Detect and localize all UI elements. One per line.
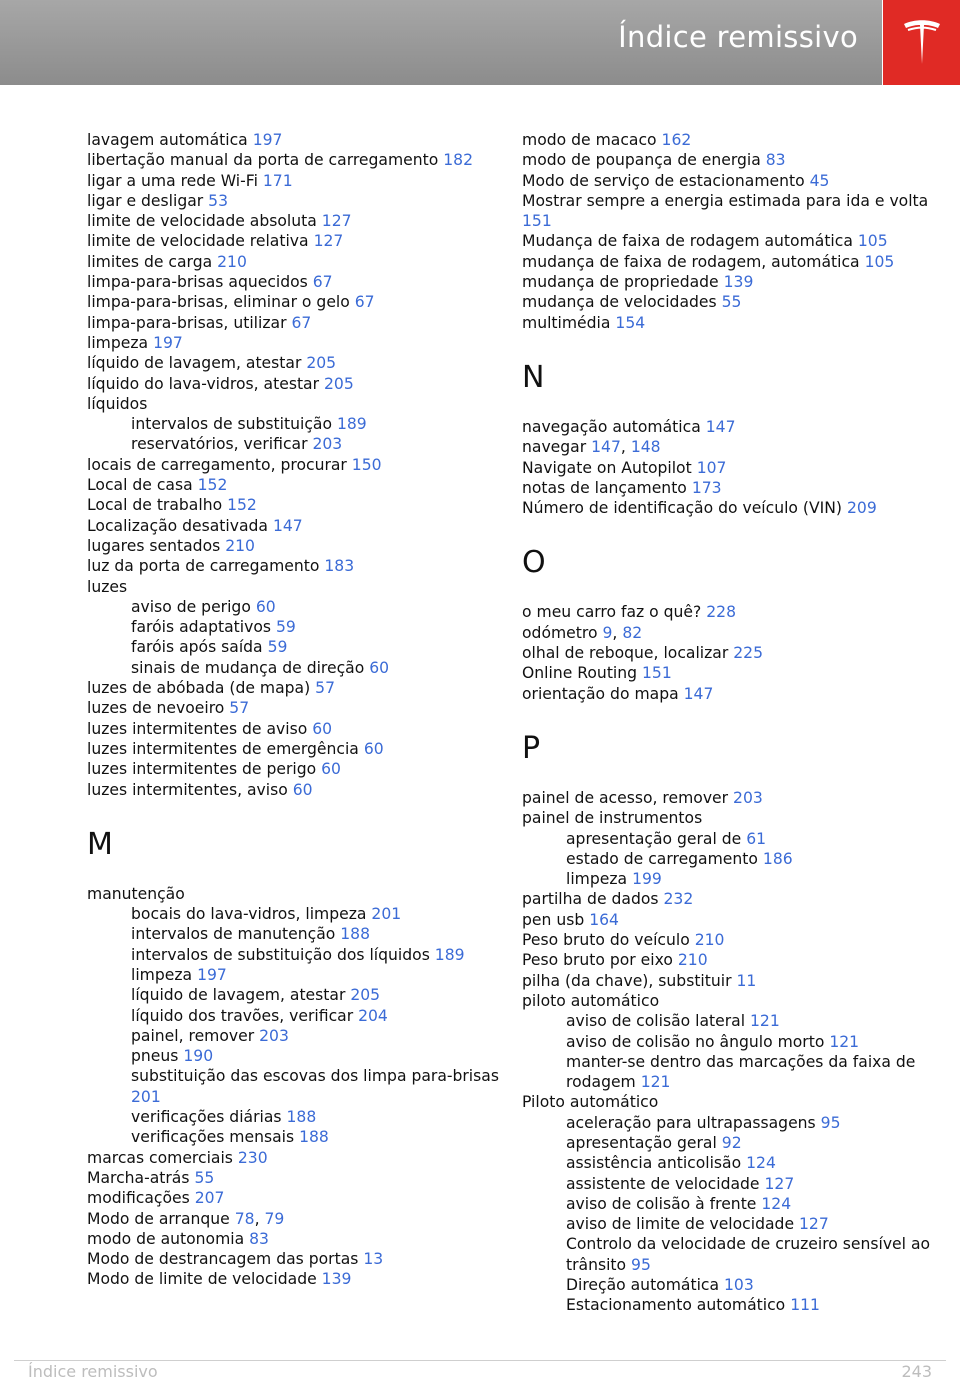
page-link[interactable]: 151 — [522, 212, 552, 231]
index-entry — [522, 910, 932, 930]
page-link[interactable]: 205 — [306, 354, 337, 373]
index-term: aceleração para ultrapassagens — [566, 1113, 816, 1132]
index-entry — [87, 1229, 517, 1249]
index-entry — [522, 889, 932, 909]
index-term: Estacionamento automático — [566, 1296, 786, 1315]
index-term: partilha de dados — [522, 890, 659, 909]
index-entry — [522, 437, 932, 457]
index-term: mudança de faixa de rodagem, automática — [522, 252, 860, 271]
index-entry — [87, 1168, 517, 1188]
page-link[interactable]: 230 — [237, 1148, 268, 1167]
page-link[interactable]: 210 — [694, 931, 725, 950]
index-term: lavagem automática — [87, 131, 248, 149]
index-entry — [87, 698, 517, 718]
page-link[interactable]: 182 — [443, 151, 473, 170]
page-link[interactable]: 210 — [677, 951, 708, 970]
index-entry — [87, 516, 517, 536]
index-term: aviso de perigo — [131, 597, 251, 616]
index-term: Modo de serviço de estacionamento — [522, 171, 805, 190]
page-link[interactable]: 203 — [259, 1026, 289, 1045]
page-link[interactable]: 197 — [252, 131, 283, 149]
index-entry — [87, 1269, 517, 1289]
page-link[interactable]: 105 — [864, 252, 895, 271]
index-entry — [522, 991, 932, 1011]
index-entry — [522, 643, 932, 663]
index-entry — [87, 759, 517, 779]
footer-section-label: Índice remissivo — [28, 1362, 158, 1381]
index-term: navegação automática — [522, 417, 701, 436]
page-link[interactable]: 127 — [321, 212, 352, 231]
index-subentry — [87, 637, 517, 657]
index-entry — [522, 930, 932, 950]
page-link[interactable]: 67 — [291, 313, 312, 332]
index-term: multimédia — [522, 313, 611, 332]
page-link[interactable]: 225 — [733, 644, 763, 663]
page-link[interactable]: 228 — [706, 603, 737, 622]
page-link[interactable]: 173 — [691, 478, 722, 497]
index-subentry — [87, 945, 517, 965]
page-link[interactable]: 67 — [312, 273, 333, 292]
index-subentry — [87, 985, 517, 1005]
index-term: faróis após saída — [131, 638, 263, 657]
page-link[interactable]: 188 — [340, 925, 371, 944]
index-subentry — [87, 414, 517, 434]
page-link[interactable]: 57 — [229, 699, 250, 718]
index-term: Piloto automático — [522, 1093, 659, 1112]
index-term: limite de velocidade absoluta — [87, 212, 317, 231]
page-link[interactable]: 154 — [615, 313, 646, 332]
index-entry — [522, 171, 932, 191]
footer-page-number: 243 — [901, 1362, 932, 1381]
index-term: notas de lançamento — [522, 478, 687, 497]
index-entry — [87, 1209, 517, 1229]
index-entry — [522, 950, 932, 970]
index-term: pen usb — [522, 910, 585, 929]
page-link[interactable]: 199 — [632, 870, 662, 889]
index-term: navegar — [522, 438, 587, 457]
page-link[interactable]: 105 — [857, 232, 888, 251]
tesla-logo-icon — [902, 18, 942, 66]
index-term: painel de acesso, remover — [522, 788, 729, 807]
page-link[interactable]: 205 — [350, 986, 381, 1005]
index-term: luzes de nevoeiro — [87, 699, 225, 718]
page-link[interactable]: 95 — [631, 1255, 651, 1274]
index-term: assistente de velocidade — [566, 1174, 760, 1193]
index-term: orientação do mapa — [522, 684, 679, 703]
index-entry — [522, 252, 932, 272]
index-subentry — [522, 1052, 932, 1093]
page-separator: , — [254, 1209, 260, 1228]
index-term: limpeza — [131, 965, 193, 984]
index-term: Online Routing — [522, 664, 638, 683]
index-entry — [522, 417, 932, 437]
index-term: Modo de destrancagem das portas — [87, 1250, 359, 1269]
index-entry — [87, 191, 517, 211]
index-subentry — [522, 1214, 932, 1234]
index-entry — [522, 498, 932, 518]
page-separator: , — [620, 438, 626, 457]
index-entry — [522, 1092, 932, 1112]
index-term: painel, remover — [131, 1026, 255, 1045]
index-term: substituição das escovas dos limpa para-brisas — [131, 1067, 499, 1086]
index-subentry — [87, 1046, 517, 1066]
index-term: libertação manual da porta de carregamento — [87, 151, 439, 170]
page-link[interactable]: 152 — [197, 476, 228, 495]
page-link[interactable]: 151 — [642, 664, 672, 683]
page-link[interactable]: 188 — [286, 1108, 317, 1127]
index-term: luzes de abóbada (de mapa) — [87, 679, 311, 698]
page-link[interactable]: 55 — [194, 1168, 215, 1187]
page-link[interactable]: 95 — [820, 1113, 841, 1132]
page-link[interactable]: 190 — [183, 1047, 214, 1066]
page-link[interactable]: 139 — [723, 273, 754, 292]
index-term: odómetro — [522, 623, 598, 642]
index-entry — [87, 1249, 517, 1269]
page-link[interactable]: 103 — [724, 1276, 754, 1295]
page-link[interactable]: 150 — [351, 455, 382, 474]
page-link[interactable]: 186 — [762, 849, 793, 868]
index-subentry — [87, 597, 517, 617]
index-entry — [522, 623, 932, 643]
index-term: Número de identificação do veículo (VIN) — [522, 499, 843, 518]
index-subentry — [522, 1153, 932, 1173]
index-term: aviso de colisão lateral — [566, 1012, 746, 1031]
page-link[interactable]: 124 — [746, 1154, 776, 1173]
index-subentry — [522, 1275, 932, 1295]
index-entry — [87, 739, 517, 759]
index-term: Direção automática — [566, 1276, 720, 1295]
index-entry — [87, 150, 517, 170]
index-term: Marcha-atrás — [87, 1168, 190, 1187]
index-subentry — [522, 1032, 932, 1052]
index-term: Local de trabalho — [87, 496, 223, 515]
page-link[interactable]: 111 — [790, 1296, 820, 1315]
index-term: Mudança de faixa de rodagem automática — [522, 232, 853, 251]
page-link[interactable]: 9 — [602, 623, 613, 642]
index-term: aviso de colisão à frente — [566, 1194, 757, 1213]
index-entry — [87, 252, 517, 272]
page-link[interactable]: 201 — [131, 1087, 161, 1106]
index-letter-heading: O — [522, 545, 546, 581]
page-link[interactable]: 78 — [234, 1209, 255, 1228]
index-term: painel de instrumentos — [522, 809, 703, 828]
index-subentry — [522, 1234, 932, 1275]
index-term: mudança de propriedade — [522, 273, 719, 292]
index-term: limites de carga — [87, 252, 213, 271]
page-link[interactable]: 83 — [249, 1229, 269, 1248]
index-subentry — [522, 1174, 932, 1194]
index-entry — [87, 556, 517, 576]
page-link[interactable]: 147 — [591, 438, 621, 457]
index-entry — [87, 719, 517, 739]
index-letter-heading: N — [522, 359, 545, 395]
page-link[interactable]: 107 — [696, 458, 727, 477]
index-term: luzes intermitentes de perigo — [87, 760, 317, 779]
page-link[interactable]: 13 — [363, 1250, 384, 1269]
page-link[interactable]: 60 — [292, 780, 313, 799]
index-subentry — [87, 1006, 517, 1026]
page-link[interactable]: 201 — [371, 905, 402, 924]
index-term: líquido do lava-vidros, atestar — [87, 374, 320, 393]
index-entry — [522, 602, 932, 622]
index-term: intervalos de substituição — [131, 415, 332, 434]
index-term: modificações — [87, 1189, 190, 1208]
index-term: faróis adaptativos — [131, 618, 271, 637]
page-link[interactable]: 210 — [225, 536, 255, 555]
index-term: luzes intermitentes de emergência — [87, 739, 359, 758]
index-term: mudança de velocidades — [522, 293, 717, 312]
index-term: intervalos de substituição dos líquidos — [131, 945, 430, 964]
index-entry — [522, 272, 932, 292]
index-entry — [522, 478, 932, 498]
page-link[interactable]: 55 — [721, 293, 742, 312]
index-term: limpeza — [87, 333, 149, 352]
page-link[interactable]: 61 — [746, 829, 767, 848]
index-subentry — [522, 849, 932, 869]
index-term: Modo de limite de velocidade — [87, 1270, 317, 1289]
index-term: locais de carregamento, procurar — [87, 455, 347, 474]
index-term: aviso de limite de velocidade — [566, 1215, 795, 1234]
index-term: sinais de mudança de direção — [131, 658, 365, 677]
index-term: intervalos de manutenção — [131, 925, 336, 944]
index-term: luz da porta de carregamento — [87, 557, 320, 576]
page-link[interactable]: 121 — [750, 1012, 780, 1031]
index-entry — [522, 684, 932, 704]
index-term: limpa-para-brisas, eliminar o gelo — [87, 293, 350, 312]
index-entry — [87, 577, 517, 597]
index-term: estado de carregamento — [566, 849, 758, 868]
index-term: limpeza — [566, 870, 628, 889]
page-link[interactable]: 60 — [369, 658, 390, 677]
page-link[interactable]: 127 — [313, 232, 344, 251]
page-link[interactable]: 147 — [683, 684, 714, 703]
index-subentry — [87, 658, 517, 678]
index-term: limpa-para-brisas aquecidos — [87, 273, 308, 292]
index-subentry — [522, 1194, 932, 1214]
page-link[interactable]: 203 — [312, 435, 343, 454]
page-link[interactable]: 197 — [153, 333, 183, 352]
index-subentry — [522, 1113, 932, 1133]
page-link[interactable]: 148 — [630, 438, 661, 457]
index-entry — [87, 374, 517, 394]
index-entry — [87, 211, 517, 231]
page-link[interactable]: 188 — [299, 1128, 329, 1147]
page-link[interactable]: 162 — [661, 131, 692, 149]
index-term: modo de autonomia — [87, 1229, 245, 1248]
index-entry — [522, 292, 932, 312]
index-subentry — [87, 1066, 517, 1107]
page-link[interactable]: 183 — [324, 557, 355, 576]
index-subentry — [87, 617, 517, 637]
index-term: verificações mensais — [131, 1128, 295, 1147]
index-entry — [87, 1148, 517, 1168]
page-link[interactable]: 79 — [264, 1209, 285, 1228]
index-column-right — [522, 130, 932, 1316]
index-term: verificações diárias — [131, 1108, 282, 1127]
index-entry — [522, 191, 932, 232]
index-entry — [522, 663, 932, 683]
index-term: modo de poupança de energia — [522, 151, 761, 170]
index-term: marcas comerciais — [87, 1148, 233, 1167]
page-link[interactable]: 121 — [829, 1032, 860, 1051]
index-term: ligar a uma rede Wi-Fi — [87, 171, 258, 190]
index-term: limpa-para-brisas, utilizar — [87, 313, 287, 332]
index-term: Peso bruto do veículo — [522, 931, 690, 950]
index-entry — [87, 678, 517, 698]
page-link[interactable]: 60 — [363, 739, 384, 758]
index-subentry — [522, 829, 932, 849]
index-entry — [87, 495, 517, 515]
index-term: olhal de reboque, localizar — [522, 644, 729, 663]
index-entry — [522, 971, 932, 991]
page-link[interactable]: 60 — [255, 597, 276, 616]
page-link[interactable]: 67 — [354, 293, 375, 312]
page-link[interactable]: 204 — [358, 1006, 388, 1025]
index-subentry — [522, 1295, 932, 1315]
page-link[interactable]: 189 — [434, 945, 465, 964]
header-bar — [0, 0, 882, 85]
index-term: luzes intermitentes, aviso — [87, 780, 288, 799]
index-entry — [87, 272, 517, 292]
index-term: apresentação geral de — [566, 829, 742, 848]
page-link[interactable]: 139 — [321, 1270, 352, 1289]
index-term: reservatórios, verificar — [131, 435, 308, 454]
index-entry — [87, 1188, 517, 1208]
page-link[interactable]: 127 — [799, 1215, 829, 1234]
page-link[interactable]: 209 — [846, 499, 877, 518]
page-title: Índice remissivo — [618, 20, 858, 54]
index-entry — [87, 171, 517, 191]
index-term: aviso de colisão no ângulo morto — [566, 1032, 825, 1051]
page-link[interactable]: 205 — [324, 374, 354, 393]
page-link[interactable]: 147 — [272, 516, 303, 535]
index-term: bocais do lava-vidros, limpeza — [131, 905, 367, 924]
index-entry — [87, 455, 517, 475]
index-term: lugares sentados — [87, 536, 221, 555]
index-entry — [87, 130, 517, 150]
index-entry — [522, 130, 932, 150]
index-entry — [522, 458, 932, 478]
index-term: líquido de lavagem, atestar — [131, 986, 346, 1005]
page-link[interactable]: 152 — [227, 496, 257, 515]
index-term: manutenção — [87, 884, 185, 903]
page-link[interactable]: 45 — [809, 171, 830, 190]
index-entry — [522, 808, 932, 828]
index-term: ligar e desligar — [87, 191, 204, 210]
index-entry — [87, 231, 517, 251]
page-link[interactable]: 59 — [267, 638, 288, 657]
index-entry — [87, 292, 517, 312]
index-term: Mostrar sempre a energia estimada para ida e volta — [522, 191, 929, 210]
index-subentry — [87, 1107, 517, 1127]
index-subentry — [87, 924, 517, 944]
page-link[interactable]: 53 — [208, 191, 228, 210]
index-term: Controlo da velocidade de cruzeiro sensível ao trânsito — [566, 1235, 931, 1274]
index-entry — [87, 536, 517, 556]
page-link[interactable]: 83 — [765, 151, 786, 170]
page-separator: , — [612, 623, 618, 642]
page-link[interactable]: 57 — [315, 679, 336, 698]
index-entry — [87, 884, 517, 904]
index-term: limite de velocidade relativa — [87, 232, 309, 251]
footer-divider — [14, 1360, 946, 1361]
index-term: Modo de arranque — [87, 1209, 230, 1228]
index-subentry — [87, 965, 517, 985]
index-term: líquido dos travões, verificar — [131, 1006, 354, 1025]
index-term: pilha (da chave), substituir — [522, 971, 732, 990]
index-term: luzes intermitentes de aviso — [87, 719, 308, 738]
page-link[interactable]: 210 — [217, 252, 247, 271]
page-link[interactable]: 124 — [761, 1194, 792, 1213]
index-term: luzes — [87, 577, 128, 596]
index-entry — [522, 788, 932, 808]
index-entry — [522, 231, 932, 251]
index-entry — [87, 333, 517, 353]
index-term: assistência anticolisão — [566, 1154, 742, 1173]
index-subentry — [522, 1133, 932, 1153]
index-entry — [522, 150, 932, 170]
page-link[interactable]: 11 — [736, 971, 757, 990]
index-term: apresentação geral — [566, 1133, 717, 1152]
index-subentry — [87, 434, 517, 454]
page-link[interactable]: 59 — [275, 618, 296, 637]
page-link[interactable]: 60 — [312, 719, 333, 738]
page-link[interactable]: 171 — [262, 171, 293, 190]
page-link[interactable]: 197 — [197, 965, 227, 984]
index-entry — [87, 475, 517, 495]
index-term: Localização desativada — [87, 516, 268, 535]
index-subentry — [87, 1127, 517, 1147]
index-term: pneus — [131, 1047, 179, 1066]
page-link[interactable]: 92 — [721, 1133, 742, 1152]
page-link[interactable]: 207 — [194, 1189, 225, 1208]
index-entry — [87, 394, 517, 414]
index-term: o meu carro faz o quê? — [522, 603, 702, 622]
brand-logo-box — [883, 0, 960, 85]
page-link[interactable]: 232 — [663, 890, 694, 909]
index-term: líquidos — [87, 394, 148, 413]
index-entry — [87, 780, 517, 800]
index-letter-heading: M — [87, 826, 113, 862]
page-link[interactable]: 147 — [705, 417, 736, 436]
page-link[interactable]: 203 — [733, 788, 763, 807]
page-link[interactable]: 164 — [589, 910, 619, 929]
index-term: modo de macaco — [522, 131, 657, 149]
index-term: Peso bruto por eixo — [522, 951, 673, 970]
index-term: manter-se dentro das marcações da faixa de rodagem — [566, 1052, 916, 1092]
index-subentry — [522, 1011, 932, 1031]
index-entry — [87, 313, 517, 333]
page-link[interactable]: 127 — [764, 1174, 795, 1193]
index-letter-heading: P — [522, 730, 541, 766]
index-column-left — [87, 130, 517, 1290]
index-entry — [522, 313, 932, 333]
index-subentry — [87, 1026, 517, 1046]
page-link[interactable]: 189 — [336, 415, 367, 434]
page-link[interactable]: 121 — [640, 1073, 671, 1092]
index-term: Local de casa — [87, 476, 193, 495]
index-subentry — [522, 869, 932, 889]
index-term: piloto automático — [522, 991, 660, 1010]
index-term: líquido de lavagem, atestar — [87, 354, 302, 373]
index-term: Navigate on Autopilot — [522, 458, 692, 477]
index-entry — [87, 353, 517, 373]
page-link[interactable]: 82 — [622, 623, 643, 642]
index-subentry — [87, 904, 517, 924]
page-link[interactable]: 60 — [321, 760, 341, 779]
